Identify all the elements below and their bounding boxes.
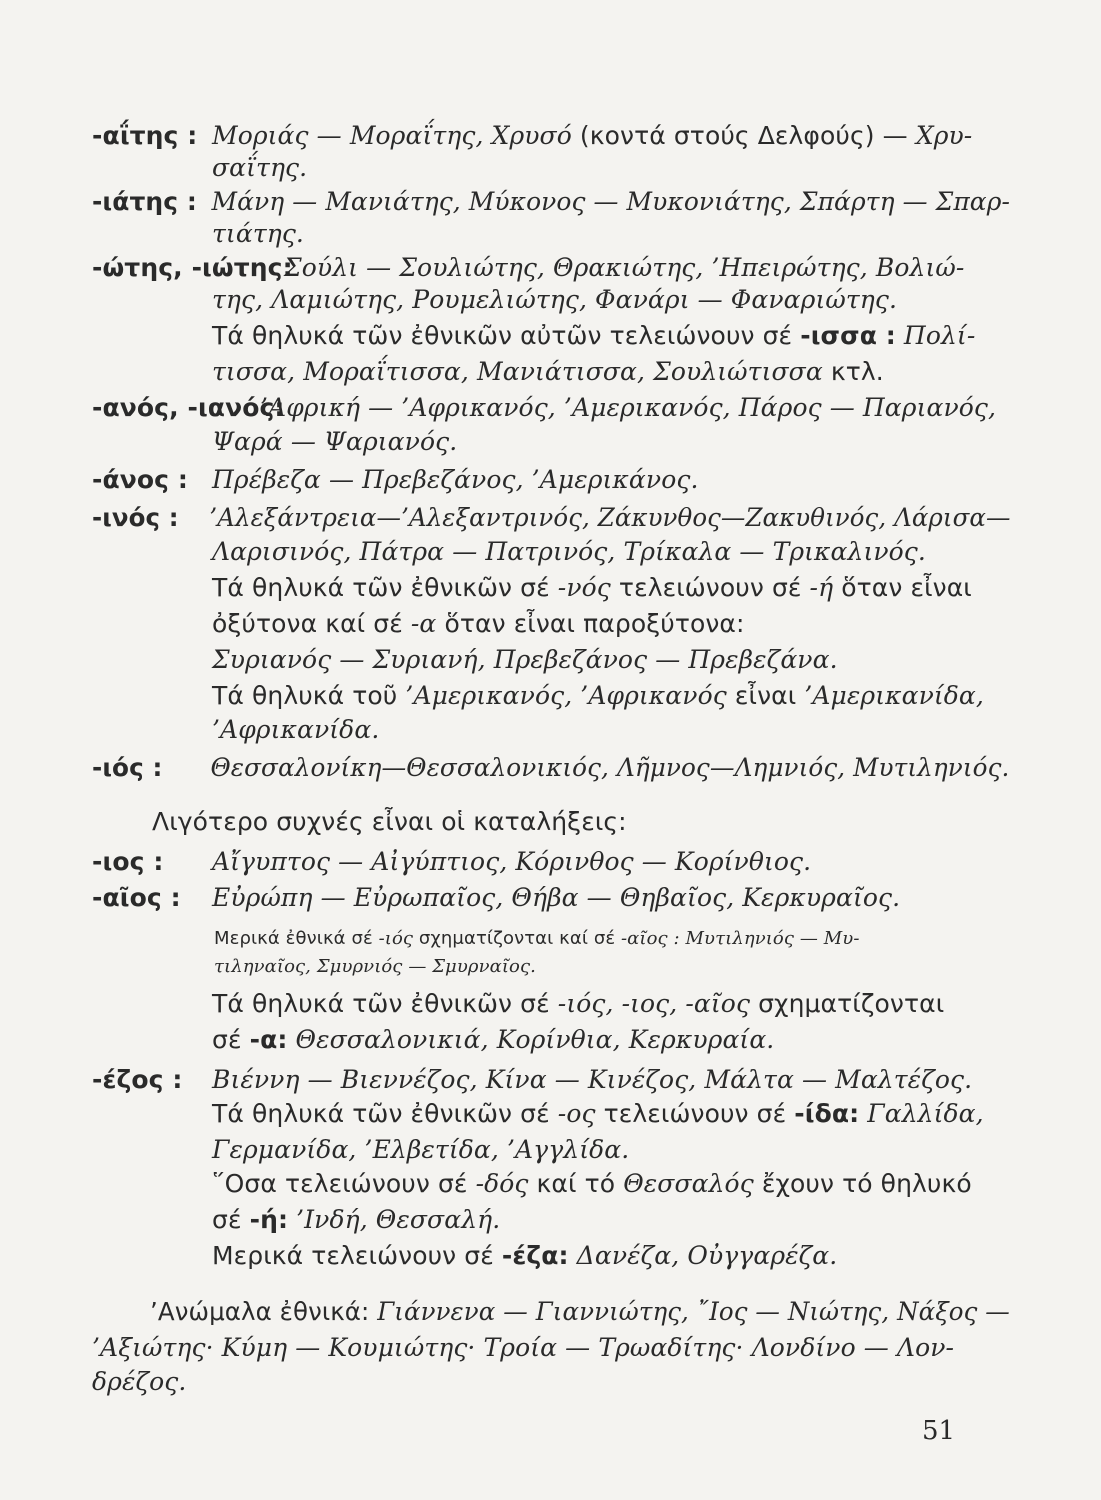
entry-otis-note2 bbox=[212, 356, 884, 388]
suffix-inos: -ινός : bbox=[92, 503, 179, 532]
entry-aios-line1 bbox=[92, 882, 900, 914]
text: τελειώνουν σέ bbox=[595, 1099, 795, 1128]
example: ’Ινδή, Θεσσαλή. bbox=[288, 1205, 501, 1234]
ending: -ιός, -ιος, -αῖος bbox=[557, 989, 751, 1018]
text: σέ bbox=[212, 1205, 250, 1234]
entry-inos-note1 bbox=[212, 572, 972, 604]
suffix-iatis: -ιάτης : bbox=[92, 187, 197, 216]
entry-ezos-line1 bbox=[92, 1064, 972, 1096]
entry-aios-small2: τιληναῖος, Σμυρνιός — Σμυρναῖος. bbox=[214, 956, 536, 977]
example: Δανέζα, Οὐγγαρέζα. bbox=[568, 1241, 838, 1270]
text: ὅταν εἶναι bbox=[833, 573, 972, 602]
suffix-ios: -ιός : bbox=[92, 753, 163, 782]
ending: -ος bbox=[557, 1099, 596, 1128]
entry-inos-note3: Συριανός — Συριανή, Πρεβεζάνος — Πρεβεζάνα. bbox=[212, 645, 838, 674]
example: Θεσσαλός bbox=[623, 1169, 754, 1198]
text: σέ bbox=[212, 1025, 250, 1054]
ending: -ή bbox=[809, 573, 834, 602]
entry-aios-note2 bbox=[212, 1024, 774, 1056]
text: Μερικά ἐθνικά σέ bbox=[214, 928, 379, 949]
irregular-line1 bbox=[150, 1296, 1010, 1328]
example-anos2: Πρέβεζα — Πρεβεζάνος, ’Αμερικάνος. bbox=[212, 465, 699, 494]
suffix-aios: -αῖος : bbox=[92, 883, 181, 912]
entry-ezos-note2: Γερμανίδα, ’Ελβετίδα, ’Αγγλίδα. bbox=[212, 1135, 630, 1164]
example-inos: ’Αλεξάντρεια—’Αλεξαντρινός, Ζάκυνθος—Ζακυθινός, Λάρισα— bbox=[209, 503, 1011, 532]
entry-inos-note5: ’Αφρικανίδα. bbox=[212, 715, 380, 744]
suffix-otis: -ώτης, -ιώτης: bbox=[92, 253, 293, 282]
suffix-issa: -ισσα : bbox=[800, 321, 896, 350]
page-number: 51 bbox=[922, 1416, 956, 1446]
ending: -α: bbox=[249, 1025, 288, 1054]
ending: -ιός bbox=[378, 928, 414, 949]
example: Θεσσαλονικιά, Κορίνθια, Κερκυραία. bbox=[287, 1025, 775, 1054]
suffix-ios2: -ιος : bbox=[92, 847, 164, 876]
text: ὀξύτονα καί σέ bbox=[212, 609, 411, 638]
entry-iatis-line2: τιάτης. bbox=[212, 219, 304, 248]
entry-aios-small1 bbox=[214, 926, 860, 952]
entry-anos-line1 bbox=[92, 392, 996, 424]
entry-iatis-line1 bbox=[92, 186, 1010, 218]
entry-aios-note1 bbox=[212, 988, 944, 1020]
suffix-ezos: -έζος : bbox=[92, 1065, 183, 1094]
text: Τά θηλυκά τῶν ἐθνικῶν αὐτῶν τελειώνουν σέ bbox=[212, 321, 801, 350]
text: ἔχουν τό θηλυκό bbox=[753, 1169, 972, 1198]
example-aitis-end: Χρυ- bbox=[915, 121, 973, 150]
entry-aitis-line2: σαΐτης. bbox=[212, 153, 308, 182]
entry-ezos-note4 bbox=[212, 1204, 500, 1236]
example: Μυτιληνιός — Μυ- bbox=[679, 928, 860, 949]
text: κτλ. bbox=[822, 357, 884, 386]
note-aitis: (κοντά στούς Δελφούς) — bbox=[571, 121, 916, 150]
less-common-heading: Λιγότερο συχνές εἶναι οἱ καταλήξεις: bbox=[152, 807, 627, 836]
example-aios: Εὐρώπη — Εὐρωπαῖος, Θήβα — Θηβαῖος, Κερκυραῖος. bbox=[212, 883, 901, 912]
ending: -δός bbox=[475, 1169, 529, 1198]
text: τελειώνουν σέ bbox=[610, 573, 810, 602]
entry-inos-note4 bbox=[212, 680, 984, 712]
example-iatis: Μάνη — Μανιάτης, Μύκονος — Μυκονιάτης, Σπάρτη — Σπαρ- bbox=[211, 187, 1010, 216]
example-ios2: Αἴγυπτος — Αἰγύπτιος, Κόρινθος — Κορίνθιος. bbox=[212, 847, 812, 876]
ending: -νός bbox=[557, 573, 611, 602]
example: ’Αμερικανίδα, bbox=[804, 681, 984, 710]
irregular-lead: ’Ανώμαλα ἐθνικά: bbox=[150, 1297, 378, 1326]
entry-ezos-note3 bbox=[212, 1168, 972, 1200]
text: ῞Οσα τελειώνουν σέ bbox=[212, 1169, 476, 1198]
example: Πολί- bbox=[895, 321, 976, 350]
irregular-line2: ’Αξιώτης· Κύμη — Κουμιώτης· Τροία — Τρωαδίτης· Λονδίνο — Λον- bbox=[92, 1333, 955, 1362]
example-otis: Σούλι — Σουλιώτης, Θρακιώτης, ’Ηπειρώτης, Βολιώ- bbox=[284, 253, 965, 282]
ending: -α bbox=[410, 609, 437, 638]
example: Γαλλίδα, bbox=[859, 1099, 984, 1128]
text: σχηματίζονται καί σέ bbox=[413, 928, 621, 949]
text: Τά θηλυκά τοῦ bbox=[212, 681, 406, 710]
entry-anos-line2: Ψαρά — Ψαριανός. bbox=[212, 427, 458, 456]
entry-ezos-note1 bbox=[212, 1098, 984, 1130]
text: καί τό bbox=[528, 1169, 624, 1198]
entry-otis-line1 bbox=[92, 252, 964, 284]
ending: -έζα: bbox=[501, 1241, 569, 1270]
entry-otis-note1 bbox=[212, 320, 975, 352]
text: ὅταν εἶναι παροξύτονα: bbox=[436, 609, 745, 638]
entry-ezos-note5 bbox=[212, 1240, 837, 1272]
suffix-anos2: -άνος : bbox=[92, 465, 188, 494]
irregular-examples: Γιάννενα — Γιαννιώτης, ῎Ιος — Νιώτης, Νάξος — bbox=[377, 1297, 1010, 1326]
text: σχηματίζονται bbox=[750, 989, 945, 1018]
example-anos: ’Αφρική — ’Αφρικανός, ’Αμερικανός, Πάρος — Παριανός, bbox=[260, 393, 997, 422]
text: εἶναι bbox=[726, 681, 805, 710]
entry-anos2-line1 bbox=[92, 464, 699, 496]
example: τισσα, Μοραΐτισσα, Μανιάτισσα, Σουλιώτισσα bbox=[212, 357, 823, 386]
text: Τά θηλυκά τῶν ἐθνικῶν σέ bbox=[212, 1099, 558, 1128]
example: ’Αμερικανός, ’Αφρικανός bbox=[405, 681, 727, 710]
entry-inos-line2: Λαρισινός, Πάτρα — Πατρινός, Τρίκαλα — Τρικαλινός. bbox=[212, 537, 926, 566]
suffix-anos: -ανός, -ιανός: bbox=[92, 393, 285, 422]
text: Τά θηλυκά τῶν ἐθνικῶν σέ bbox=[212, 573, 558, 602]
suffix-aitis: -αΐτης : bbox=[92, 121, 198, 150]
ending: -ίδα: bbox=[794, 1099, 860, 1128]
entry-ios-line1 bbox=[92, 752, 1009, 784]
ending: -ή: bbox=[249, 1205, 289, 1234]
entry-inos-note2 bbox=[212, 608, 745, 640]
text: Τά θηλυκά τῶν ἐθνικῶν σέ bbox=[212, 989, 558, 1018]
entry-aitis-line1 bbox=[92, 120, 972, 152]
entry-inos-line1 bbox=[92, 502, 1011, 534]
irregular-line3: δρέζος. bbox=[92, 1367, 187, 1396]
entry-ios2-line1 bbox=[92, 846, 811, 878]
ending: -αῖος : bbox=[621, 928, 680, 949]
example-ios: Θεσσαλονίκη—Θεσσαλονικιός, Λῆμνος—Λημνιός, Μυτιληνιός. bbox=[210, 753, 1010, 782]
entry-otis-line2: της, Λαμιώτης, Ρουμελιώτης, Φανάρι — Φαναριώτης. bbox=[212, 285, 897, 314]
example-ezos: Βιέννη — Βιεννέζος, Κίνα — Κινέζος, Μάλτα — Μαλτέζος. bbox=[212, 1065, 973, 1094]
text: Μερικά τελειώνουν σέ bbox=[212, 1241, 502, 1270]
example-aitis: Μοριάς — Μοραΐτης, Χρυσό bbox=[212, 121, 572, 150]
